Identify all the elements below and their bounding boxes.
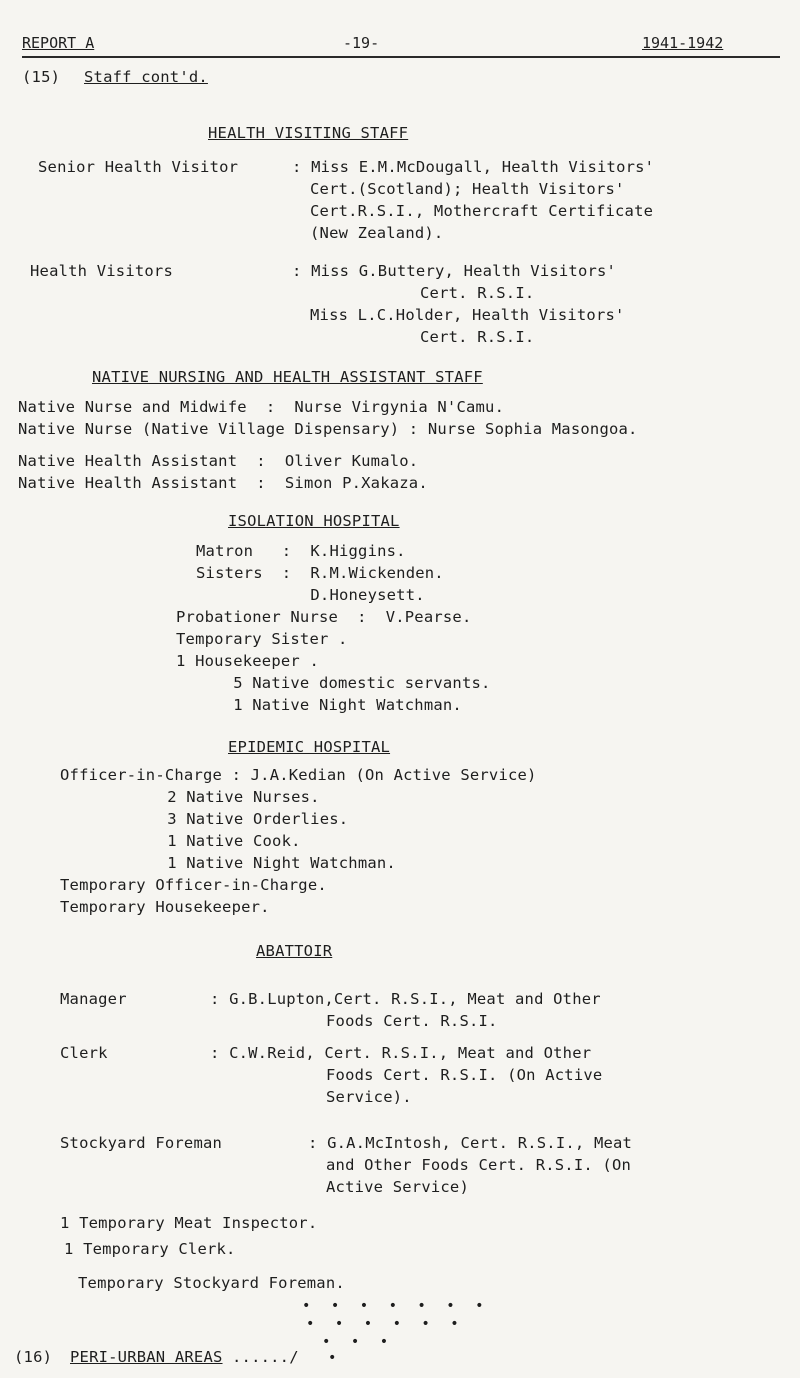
- senior-visitor-label: Senior Health Visitor: [38, 158, 239, 176]
- isolation-line-8: 1 Native Night Watchman.: [176, 696, 462, 714]
- epidemic-line-6: Temporary Officer-in-Charge.: [60, 876, 327, 894]
- ornament-row-2: • • • • • •: [306, 1316, 465, 1332]
- epidemic-line-1: Officer-in-Charge : J.A.Kedian (On Active Service): [60, 766, 537, 784]
- temporary-line-3: Temporary Stockyard Foreman.: [78, 1274, 345, 1292]
- clerk-label: Clerk: [60, 1044, 108, 1062]
- senior-visitor-line-2: Cert.(Scotland); Health Visitors': [310, 180, 625, 198]
- epidemic-line-4: 1 Native Cook.: [110, 832, 301, 850]
- temporary-line-2: 1 Temporary Clerk.: [64, 1240, 236, 1258]
- senior-visitor-line-1: : Miss E.M.McDougall, Health Visitors': [292, 158, 655, 176]
- manager-label: Manager: [60, 990, 127, 1008]
- heading-epidemic-hospital: EPIDEMIC HOSPITAL: [228, 738, 391, 756]
- report-years: 1941-1942: [642, 34, 724, 52]
- isolation-line-6: 1 Housekeeper .: [176, 652, 319, 670]
- temporary-line-1: 1 Temporary Meat Inspector.: [60, 1214, 318, 1232]
- native-nursing-line-4: Native Health Assistant : Simon P.Xakaza.: [18, 474, 428, 492]
- clerk-line-3: Service).: [326, 1088, 412, 1106]
- manager-line-2: Foods Cert. R.S.I.: [326, 1012, 498, 1030]
- epidemic-line-3: 3 Native Orderlies.: [110, 810, 349, 828]
- senior-visitor-line-4: (New Zealand).: [310, 224, 444, 242]
- health-visitors-line-1: : Miss G.Buttery, Health Visitors': [292, 262, 617, 280]
- native-nursing-line-1: Native Nurse and Midwife : Nurse Virgynia N'Camu.: [18, 398, 505, 416]
- isolation-line-7: 5 Native domestic servants.: [176, 674, 491, 692]
- page-number: -19-: [343, 34, 380, 52]
- isolation-line-4: Probationer Nurse : V.Pearse.: [176, 608, 472, 626]
- footer-title: PERI-URBAN AREAS: [70, 1348, 223, 1366]
- senior-visitor-line-3: Cert.R.S.I., Mothercraft Certificate: [310, 202, 654, 220]
- heading-native-nursing: NATIVE NURSING AND HEALTH ASSISTANT STAFF: [92, 368, 483, 386]
- section-number: (15): [22, 68, 61, 86]
- isolation-line-3: D.Honeysett.: [196, 586, 425, 604]
- clerk-line-2: Foods Cert. R.S.I. (On Active: [326, 1066, 603, 1084]
- foreman-line-3: Active Service): [326, 1178, 469, 1196]
- foreman-line-2: and Other Foods Cert. R.S.I. (On: [326, 1156, 632, 1174]
- ornament-row-4: •: [328, 1350, 343, 1366]
- health-visitors-line-4: Cert. R.S.I.: [420, 328, 535, 346]
- foreman-label: Stockyard Foreman: [60, 1134, 223, 1152]
- isolation-line-5: Temporary Sister .: [176, 630, 348, 648]
- header-rule: [22, 56, 780, 58]
- health-visitors-line-3: Miss L.C.Holder, Health Visitors': [310, 306, 625, 324]
- health-visitors-line-2: Cert. R.S.I.: [420, 284, 535, 302]
- health-visitors-label: Health Visitors: [30, 262, 173, 280]
- ornament-row-1: • • • • • • •: [302, 1298, 490, 1314]
- footer-continuation: ....../: [232, 1348, 299, 1366]
- heading-abattoir: ABATTOIR: [256, 942, 333, 960]
- epidemic-line-5: 1 Native Night Watchman.: [110, 854, 396, 872]
- manager-line-1: : G.B.Lupton,Cert. R.S.I., Meat and Other: [210, 990, 601, 1008]
- footer-number: (16): [14, 1348, 53, 1366]
- epidemic-line-2: 2 Native Nurses.: [110, 788, 320, 806]
- native-nursing-line-2: Native Nurse (Native Village Dispensary) : Nurse Sophia Masongoa.: [18, 420, 638, 438]
- ornament-row-3: • • •: [322, 1334, 395, 1350]
- clerk-line-1: : C.W.Reid, Cert. R.S.I., Meat and Other: [210, 1044, 592, 1062]
- report-label: REPORT A: [22, 34, 95, 52]
- section-title: Staff cont'd.: [84, 68, 208, 86]
- heading-health-visiting: HEALTH VISITING STAFF: [208, 124, 409, 142]
- epidemic-line-7: Temporary Housekeeper.: [60, 898, 270, 916]
- isolation-line-2: Sisters : R.M.Wickenden.: [196, 564, 444, 582]
- native-nursing-line-3: Native Health Assistant : Oliver Kumalo.: [18, 452, 419, 470]
- isolation-line-1: Matron : K.Higgins.: [196, 542, 406, 560]
- heading-isolation-hospital: ISOLATION HOSPITAL: [228, 512, 400, 530]
- foreman-line-1: : G.A.McIntosh, Cert. R.S.I., Meat: [308, 1134, 633, 1152]
